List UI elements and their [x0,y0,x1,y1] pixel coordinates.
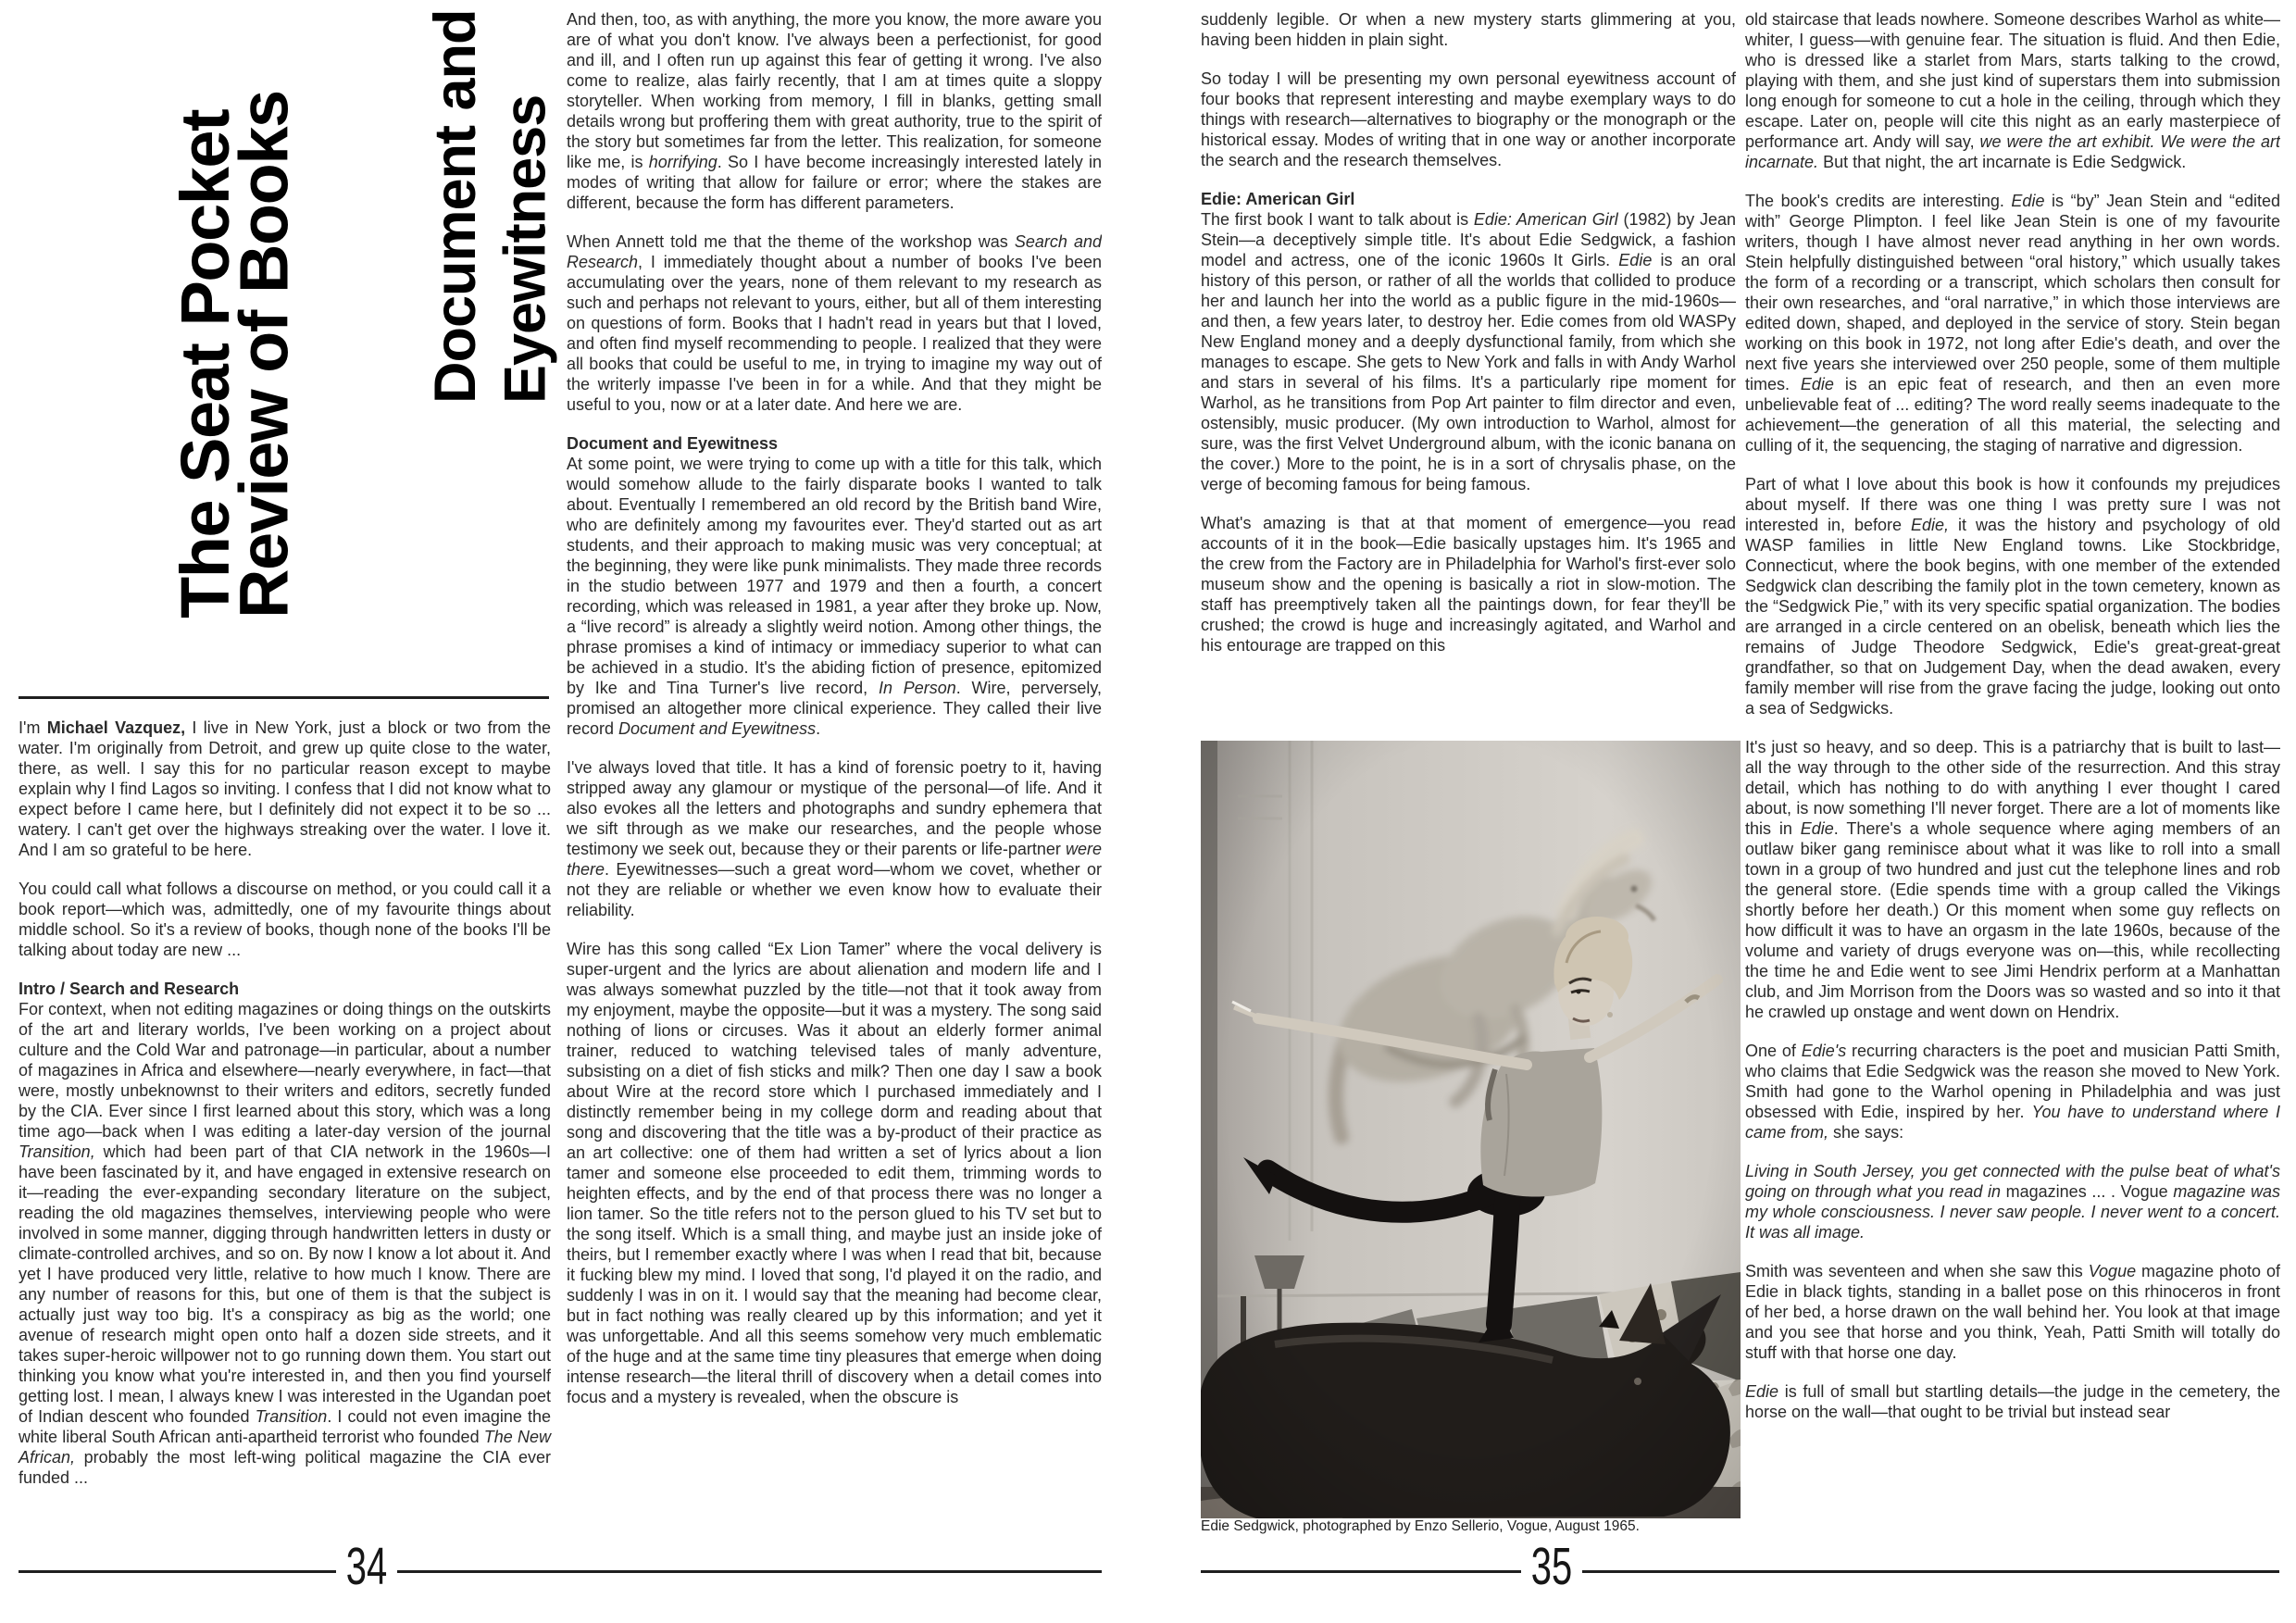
footer-rule [1582,1570,2279,1573]
edie-sedgwick-photo [1201,741,1741,1534]
section-heading: Intro / Search and Research [19,980,240,998]
paragraph: The first book I want to talk about is Edie: American Girl (1982) by Jean Stein—a deceptively simple title. It's about Edie Sedgwick, a fashion model and actress, one of the iconic 1960s It Girls. Edie is an oral history of this person, or rather of all the worlds that collided to produce her and launch her into the world as a public figure in the mid-1960s—and then, a few years later, to destroy her. Edie comes from old WASPy New England money and a deeply dysfunctional family, from which she manages to escape. She gets to New York and falls in with Andy Warhol and stars in several of his films. It's a particularly ripe moment for Warhol, as he transitions from Pop Art painter to film director and even, ostensibly, music producer. (My own introduction to Warhol, almost for sure, was the first Velvet Underground album, with the iconic banana on the cover.) More to the point, he is in a sort of chrysalis phase, on the verge of becoming famous for being famous. [1201,210,1736,493]
edie-sedgwick-photo-illustration [1201,741,1741,1518]
paragraph: Edie is full of small but startling details—the judge in the cemetery, the horse on the wall—that ought to be trivial but instead sear [1745,1382,2280,1421]
right-body-column-2 [1745,9,2280,1620]
paragraph: suddenly legible. Or when a new mystery starts glimmering at you, having been hidden in plain sight. [1201,10,1736,49]
paragraph: So today I will be presenting my own personal eyewitness account of four books that represent interesting and maybe exemplary ways to do things with research—alternatives to biography or the monograph or the historical essay. Modes of writing that in one way or another incorporate the search and the research themselves. [1201,69,1736,169]
section-heading: Edie: American Girl [1201,190,1355,208]
page-number: 34 [345,1537,388,1596]
section-heading: Document and Eyewitness [567,434,779,453]
title-line: The Seat Pocket [167,109,243,618]
paragraph: For context, when not editing magazines or doing things on the outskirts of the art and literary worlds, I've been working on a project about culture and the Cold War and patronage—in particular, about a number of magazines in Africa and elsewhere—nearly everywhere, in fact—that were, mostly unbeknownst to their writers and editors, secretly funded by the CIA. Ever since I first learned about this story, which was a long time ago—back when I was editing a later-day version of the journal Transition, which had been part of that CIA network in the 1960s—I have been fascinated by it, and have engaged in extensive research on it—reading the ever-expanding secondary literature on the subject, reading the old magazines themselves, interviewing people who were involved in some manner, digging through handwritten letters in dusty or climate-controlled archives, and so on. By now I know a lot about it. And yet I have produced very little, relative to how much I know. There are any number of reasons for this, but one of them is that the subject is actually just way too big. It's a conspiracy as big as the world; one avenue of research might open onto half a dozen side streets, and it takes super-heroic willpower not to go running down them. You start out thinking you know what you're interested in, and then you find yourself getting lost. I mean, I always knew I was interested in the Ugandan poet of Indian descent who founded Transition. I could not even imagine the white liberal South African anti-apartheid terrorist who founded The New African, probably the most left-wing political magazine the CIA ever funded ... [19,1000,551,1487]
paragraph: Living in South Jersey, you get connected with the pulse beat of what's going on through what you read in magazines ... . Vogue magazine was my whole consciousness. I never saw people. I never went to a concert. It was all image. [1745,1162,2280,1242]
paragraph: One of Edie's recurring characters is the poet and musician Patti Smith, who claims that Edie Sedgwick was the reason she moved to New York. Smith had gone to the Warhol opening in Philadelphia and was just obsessed with Edie, inspired by her. You have to understand where I came from, she says: [1745,1042,2280,1142]
paragraph: You could call what follows a discourse on method, or you could call it a book report—which was, admittedly, one of my favourite things about middle school. So it's a review of books, though none of the books I'll be talking about today are new ... [19,880,551,959]
paragraph: I've always loved that title. It has a kind of forensic poetry to it, having stripped away any glamour or mystique of the personal—of life. And it also evokes all the letters and photographs and sundry ephemera that we sift through as we make our researches, and the people whose testimony we seek out, because they or their parents or life-partner were there. Eyewitnesses—such a great word—whom we covet, whether or not they are reliable or whether we even know how to evaluate their reliability. [567,758,1102,919]
footer-rule [1201,1570,1521,1573]
paragraph: Part of what I love about this book is how it confounds my prejudices about myself. If there was one thing I was pretty sure I was not interested in, before Edie, it was the history and psychology of old WASP families in little New England towns. Like Stockbridge, Connecticut, where the book begins, with one member of the extended Sedgwick clan describing the family plot in the town cemetery, known as the “Sedgwick Pie,” with its very specific spatial organization. The bodies are arranged in a circle centered on an obelisk, beneath which lies the remains of Judge Theodore Sedgwick, Edie's great-great-great grandfather, so that on Judgement Day, when the dead awaken, every family member will rise from the grave facing the judge, looking out onto a sea of Sedgwicks. [1745,475,2280,718]
title-line: Eyewitness [493,94,558,404]
photo-caption: Edie Sedgwick, photographed by Enzo Sellerio, Vogue, August 1965. [1201,1518,1640,1534]
paragraph: I'm Michael Vazquez, I live in New York, just a block or two from the water. I'm originally from Detroit, and grew up quite close to the water, there, as well. I say this for no particular reason except to maybe explain why I find Lagos so inviting. I confess that I did not know what to expect before I came here, but I definitely did not expect it to be so ... watery. I can't get over the highways streaking over the water. I love it. And I am so grateful to be here. [19,718,552,859]
paragraph: It's just so heavy, and so deep. This is a patriarchy that is built to last—all the way through to the other side of the resurrection. And this stray detail, which has nothing to do with anything I ever thought I cared about, is now something I'll never forget. There are a lot of moments like this in Edie. There's a whole sequence where aging members of an outlaw biker gang reminisce about what it was like to roll into a small town in a group of two hundred and just cut the telephone lines and rob the general store. (Edie spends time with a group called the Vikings shortly before her death.) Or this moment when some guy reflects on how difficult it was to have an orgasm in the late 1960s, because of the volume and variety of drugs everyone was on—this, while recollecting the time he and Edie went to see Jimi Hendrix perform at a Manhattan club, and Jim Morrison from the Doors was so wasted and so into it that he crawled up onstage and went down on Hendrix. [1745,738,2280,1021]
title-line: Document and [423,9,488,404]
paragraph: At some point, we were trying to come up with a title for this talk, which would somehow allude to the fairly disparate books I wanted to talk about. Eventually I remembered an old record by the British band Wire, who are definitely among my favourites ever. They'd started out as art students, and their approach to making music was very conceptual; at the beginning, they were like punk minimalists. They made three records in the studio between 1977 and 1979 and then a fourth, a concert recording, which was released in 1981, a year after they broke up. Now, a “live record” is already a slightly weird notion. Among other things, the phrase promises a kind of intimacy or immediacy superior to what can be achieved in a studio. It's the abiding fiction of presence, epitomized by Ike and Tina Turner's live record, In Person. Wire, perversely, promised an altogether more clinical experience. They called their live record Document and Eyewitness. [567,455,1102,738]
paragraph: And then, too, as with anything, the more you know, the more aware you are of what you don't know. I've always been a perfectionist, for good and ill, and I often run up against this fear of getting it wrong. I've also come to realize, alas fairly recently, that I am at times quite a sloppy storyteller. When working from memory, I fill in blanks, getting small details wrong but proffering them with great authority, true to the spirit of the story but sometimes far from the letter. This realization, for someone like me, is horrifying. So I have become increasingly interested lately in modes of writing that allow for failure or error; where the stakes are different, because the form has different parameters. [567,10,1102,212]
page-number: 35 [1530,1537,1573,1596]
paragraph: Smith was seventeen and when she saw this Vogue magazine photo of Edie in black tights, standing in a ballet pose on this rhinoceros in front of her bed, a horse drawn on the wall behind her. You look at that image and you see that horse and you think, Yeah, Patti Smith will totally do stuff with that horse one day. [1745,1262,2280,1362]
paragraph: The book's credits are interesting. Edie is “by” Jean Stein and “edited with” George Plimpton. I feel like Jean Stein is one of my favourite writers, though I have almost never read anything in her own words. Stein helpfully distinguished between “oral history,” which usually takes the form of a recording or a transcript, which scholars then consult for their own researches, and “oral narrative,” in which those interviews are edited down, shaped, and deployed in the service of story. Stein began working on this book in 1972, not long after Edie's death, and over the next five years she interviewed over 250 people, some of them multiple times. Edie is an epic feat of research, and then an even more unbelievable feat of ... editing? The word really seems inadequate to the achievement—the generation of all this material, the selecting and culling of it, the sequencing, the staging of narrative and digression. [1745,192,2280,455]
paragraph: old staircase that leads nowhere. Someone describes Warhol as white—whiter, I guess—with genuine fear. The situation is fluid. And then Edie, who is dressed like a starlet from Mars, starts talking to the crowd, playing with them, and she just kind of superstars them into submission long enough for someone to cut a hole in the ceiling, through which they escape. Later on, people will cite this night as an early masterpiece of performance art. Andy will say, we were the art exhibit. We were the art incarnate. But that night, the art incarnate is Edie Sedgwick. [1745,10,2280,171]
title-line: Review of Books [225,91,303,618]
paragraph: Wire has this song called “Ex Lion Tamer” where the vocal delivery is super-urgent and the lyrics are about alienation and modern life and I was always somewhat puzzled by the title—not that it took away from my enjoyment, maybe the opposite—but it was a mystery. The song said nothing of lions or circuses. Was it about an elderly former animal trainer, reduced to watching televised tales of manly adventure, subsisting on a diet of fish sticks and milk? Then one day I saw a book about Wire at the record store which I purchased immediately and I distinctly remember being in my college dorm and reading about that song and discovering that the title was a by-product of their practice as an art collective: one of them had written a set of lyrics about a lion tamer and someone else proceeded to edit them, trimming words to heighten effects, and by the end of that process there was no longer a lion tamer. So the title refers not to the person glued to his TV set but to the song itself. Which is a small thing, and maybe just an inside joke of theirs, but I remember exactly where I was when I read that bit, because it fucking blew my mind. I loved that song, I'd played it on the radio, and suddenly I was in on it. I would say that the meaning had become clear, but in fact nothing was really cleared up by this information; and yet it was unforgettable. And all this seems somehow very much emblematic of the huge and at the same time tiny pleasures that emerge when doing intense research—the literal thrill of discovery when a detail comes into focus and a mystery is revealed, when the obscure is [567,940,1102,1406]
right-body-column-1 [1201,9,1736,736]
paragraph: What's amazing is that at that moment of emergence—you read accounts of it in the book—Edie basically upstages him. It's 1965 and the crew from the Factory are in Philadelphia for Warhol's first-ever solo museum show and the opening is basically a riot in slow-motion. The staff has preemptively taken all the paintings down, for fear they'll be crushed; the crowd is huge and increasingly agitated, and Warhol and his entourage are trapped on this [1201,514,1736,655]
paragraph: When Annett told me that the theme of the workshop was Search and Research, I immediately thought about a number of books I've been accumulating over the years, none of them relevant to my research as such and perhaps not relevant to yours, either, but all of them interesting on questions of form. Books that I hadn't read in years but that I loved, and often find myself recommending to people. I realized that they were all books that could be useful to me, in trying to imagine my way out of the writerly impasse I've been in for a while. And that they might be useful to you, now or at a later date. And here we are. [567,232,1102,414]
